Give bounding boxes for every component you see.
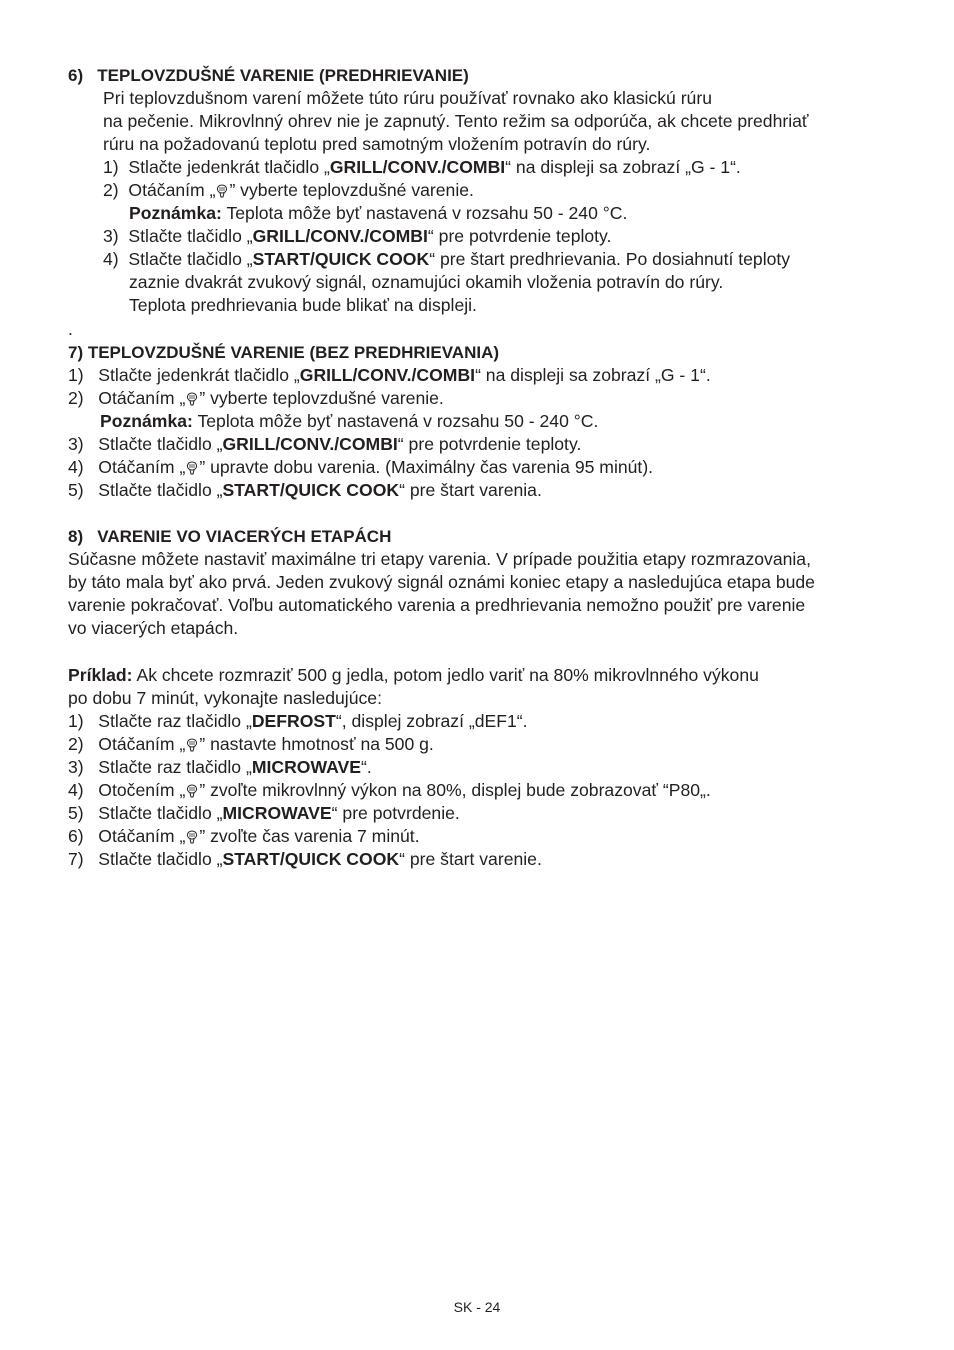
dial-knob-icon [186,461,198,475]
list-item: 4) Stlačte tlačidlo „START/QUICK COOK“ pre štart predhrievania. Po dosiahnutí teploty [103,249,791,269]
list-item: 2) Otáčaním „ ” nastavte hmotnosť na 500 g. [68,734,434,754]
paragraph-line: Súčasne môžete nastaviť maximálne tri etapy varenia. V prípade použitia etapy rozmrazovania, [68,549,811,569]
dial-knob-icon [186,392,198,406]
dial-knob-icon [186,784,198,798]
note: Poznámka: Teplota môže byť nastavená v rozsahu 50 - 240 °C. [129,203,628,223]
paragraph-line: varenie pokračovať. Voľbu automatického varenia a predhrievania nemožno použiť pre varenie [68,595,806,615]
list-item-continuation: zaznie dvakrát zvukový signál, oznamujúci okamih vloženia potravín do rúry. [129,272,724,292]
list-item: 1) Stlačte jedenkrát tlačidlo „GRILL/CONV./COMBI“ na displeji sa zobrazí „G - 1“. [68,365,711,385]
list-item: 2) Otáčaním „ ” vyberte teplovzdušné varenie. [68,388,444,408]
section-8-heading: 8) VARENIE VO VIACERÝCH ETAPÁCH [68,527,392,546]
example-intro: Príklad: Ak chcete rozmraziť 500 g jedla, potom jedlo variť na 80% mikrovlnného výkonu [68,665,759,685]
dial-knob-icon [186,830,198,844]
paragraph-line: by táto mala byť ako prvá. Jeden zvukový signál oznámi koniec etapy a nasledujúca etapa bude [68,572,815,592]
list-item: 4) Otáčaním „ ” upravte dobu varenia. (Maximálny čas varenia 95 minút). [68,457,654,477]
paragraph-line: po dobu 7 minút, vykonajte nasledujúce: [68,688,382,708]
list-item: 3) Stlačte tlačidlo „GRILL/CONV./COMBI“ pre potvrdenie teploty. [68,434,582,454]
dial-knob-icon [186,738,198,752]
list-item: 5) Stlačte tlačidlo „START/QUICK COOK“ pre štart varenia. [68,480,542,500]
note: Poznámka: Teplota môže byť nastavená v rozsahu 50 - 240 °C. [100,411,599,431]
list-item: 3) Stlačte tlačidlo „GRILL/CONV./COMBI“ pre potvrdenie teploty. [103,226,612,246]
list-item: 3) Stlačte raz tlačidlo „MICROWAVE“. [68,757,372,777]
paragraph-line: rúru na požadovanú teplotu pred samotným vložením potravín do rúry. [103,134,651,154]
dial-knob-icon [216,184,228,198]
list-item: 1) Stlačte jedenkrát tlačidlo „GRILL/CONV./COMBI“ na displeji sa zobrazí „G - 1“. [103,157,741,177]
list-item: 7) Stlačte tlačidlo „START/QUICK COOK“ pre štart varenie. [68,849,542,869]
stray-dot: . [68,319,73,339]
list-item: 4) Otočením „ ” zvoľte mikrovlnný výkon na 80%, displej bude zobrazovať “P80„. [68,780,711,800]
section-7-heading: 7) TEPLOVZDUŠNÉ VARENIE (BEZ PREDHRIEVANIA) [68,343,500,362]
list-item: 1) Stlačte raz tlačidlo „DEFROST“, displej zobrazí „dEF1“. [68,711,528,731]
paragraph-line: na pečenie. Mikrovlnný ohrev nie je zapnutý. Tento režim sa odporúča, ak chcete predhriať [103,111,809,131]
list-item: 6) Otáčaním „ ” zvoľte čas varenia 7 minút. [68,826,420,846]
list-item-continuation: Teplota predhrievania bude blikať na displeji. [129,295,477,315]
list-item: 2) Otáčaním „ ” vyberte teplovzdušné varenie. [103,180,474,200]
paragraph-line: Pri teplovzdušnom varení môžete túto rúru používať rovnako ako klasickú rúru [103,88,712,108]
paragraph-line: vo viacerých etapách. [68,618,239,638]
section-6-heading: 6) TEPLOVZDUŠNÉ VARENIE (PREDHRIEVANIE) [68,66,469,85]
page-number: SK - 24 [453,1299,501,1315]
list-item: 5) Stlačte tlačidlo „MICROWAVE“ pre potvrdenie. [68,803,460,823]
